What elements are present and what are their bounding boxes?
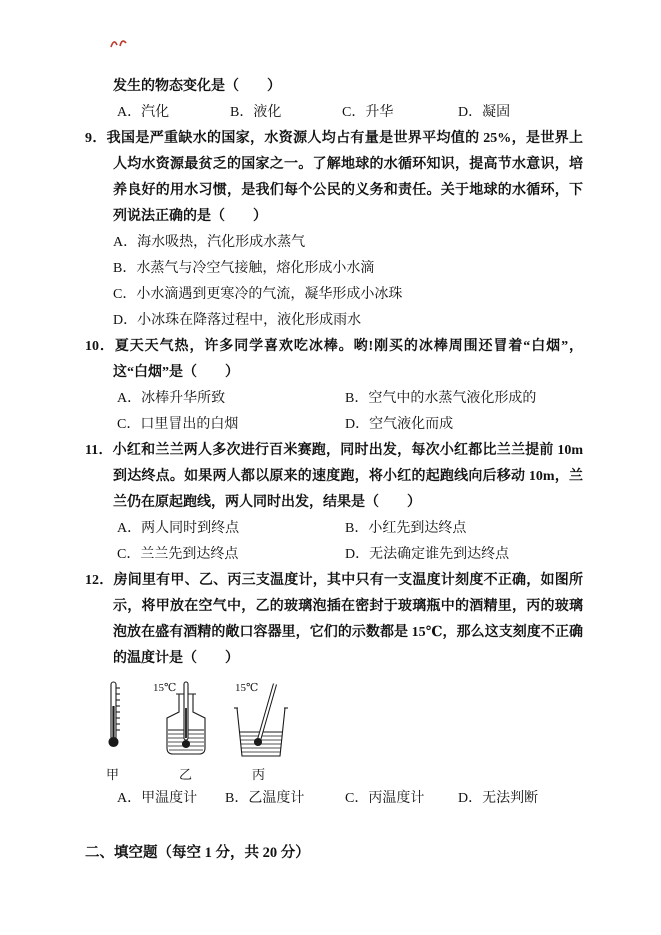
- question-9-options: [113, 230, 583, 334]
- yi-label: 乙: [179, 767, 193, 782]
- q8-option-a: A．汽化: [117, 105, 170, 120]
- yi-reading-label: 15℃: [153, 682, 177, 694]
- question-10-options: [117, 386, 583, 438]
- q12-thermometer-figure: [97, 678, 583, 784]
- q11-option-c: C．兰兰先到达终点: [117, 547, 239, 562]
- q9-option-c: C．小水滴遇到更寒冷的气流，凝华形成小冰珠: [113, 287, 403, 302]
- q10-option-d: D．空气液化而成: [345, 417, 454, 432]
- question-10-stem: 10．夏天天气热，许多同学喜欢吃冰棒。哟!刚买的冰棒周围还冒着“白烟”，这“白烟”是（ ）: [85, 339, 583, 380]
- question-11-options: [117, 516, 583, 568]
- question-11: [85, 438, 583, 568]
- jia-label: 甲: [106, 767, 120, 782]
- q10-option-c: C．口里冒出的白烟: [117, 417, 239, 432]
- q9-option-b: B．水蒸气与冷空气接触，熔化形成小水滴: [113, 261, 375, 276]
- question-9: [85, 126, 583, 334]
- q10-option-a: A．冰棒升华所致: [117, 391, 226, 406]
- q11-option-a: A．两人同时到终点: [117, 521, 240, 536]
- bing-reading-label: 15℃: [235, 682, 259, 694]
- red-pen-mark: [108, 34, 130, 52]
- q11-option-d: D．无法确定谁先到达终点: [345, 547, 510, 562]
- question-11-stem: 11．小红和兰兰两人多次进行百米赛跑，同时出发，每次小红都比兰兰提前 10m 到达终点。如果两人都以原来的速度跑，将小红的起跑线向后移动 10m，兰兰仍在原起跑线，两人同时出发，结果是（ ）: [85, 443, 583, 510]
- q12-option-b: B．乙温度计: [225, 791, 305, 806]
- q9-option-d: D．小冰珠在降落过程中，液化形成雨水: [113, 313, 362, 328]
- q12-option-a: A．甲温度计: [117, 791, 198, 806]
- question-12-options: [117, 786, 583, 812]
- q11-option-b: B．小红先到达终点: [345, 521, 467, 536]
- question-8-options: [117, 100, 583, 126]
- q12-option-d: D．无法判断: [458, 791, 539, 806]
- question-12-stem: 12．房间里有甲、乙、丙三支温度计，其中只有一支温度计刻度不正确，如图所示，将甲放在空气中，乙的玻璃泡插在密封于玻璃瓶中的酒精里，丙的玻璃泡放在盛有酒精的敞口容器里，它们的示数都是 15℃，那么这支刻度不正确的温度计是（ ）: [85, 573, 583, 666]
- q9-option-a: A．海水吸热，汽化形成水蒸气: [113, 235, 306, 250]
- bing-label: 丙: [252, 767, 266, 782]
- question-8-stem-continuation: 发生的物态变化是（ ）: [113, 79, 281, 94]
- question-8: [85, 74, 583, 126]
- section-2-title: 二、填空题（每空 1 分，共 20 分）: [85, 845, 310, 861]
- q8-option-c: C．升华: [342, 105, 394, 120]
- q8-option-d: D．凝固: [458, 105, 511, 120]
- q10-option-b: B．空气中的水蒸气液化形成的: [345, 391, 537, 406]
- question-9-stem: 9．我国是严重缺水的国家，水资源人均占有量是世界平均值的 25%，是世界上人均水资源最贫乏的国家之一。了解地球的水循环知识，提高节水意识，培养良好的用水习惯，是我们每个公民的义务和责任。关于地球的水循环，下列说法正确的是（ ）: [85, 131, 583, 224]
- question-12: [85, 568, 583, 812]
- thermometer-jia-drawing: [109, 682, 120, 747]
- question-10: [85, 334, 583, 438]
- open-container-bing-drawing: [234, 684, 288, 756]
- q8-option-b: B．液化: [230, 105, 282, 120]
- q12-option-c: C．丙温度计: [345, 791, 425, 806]
